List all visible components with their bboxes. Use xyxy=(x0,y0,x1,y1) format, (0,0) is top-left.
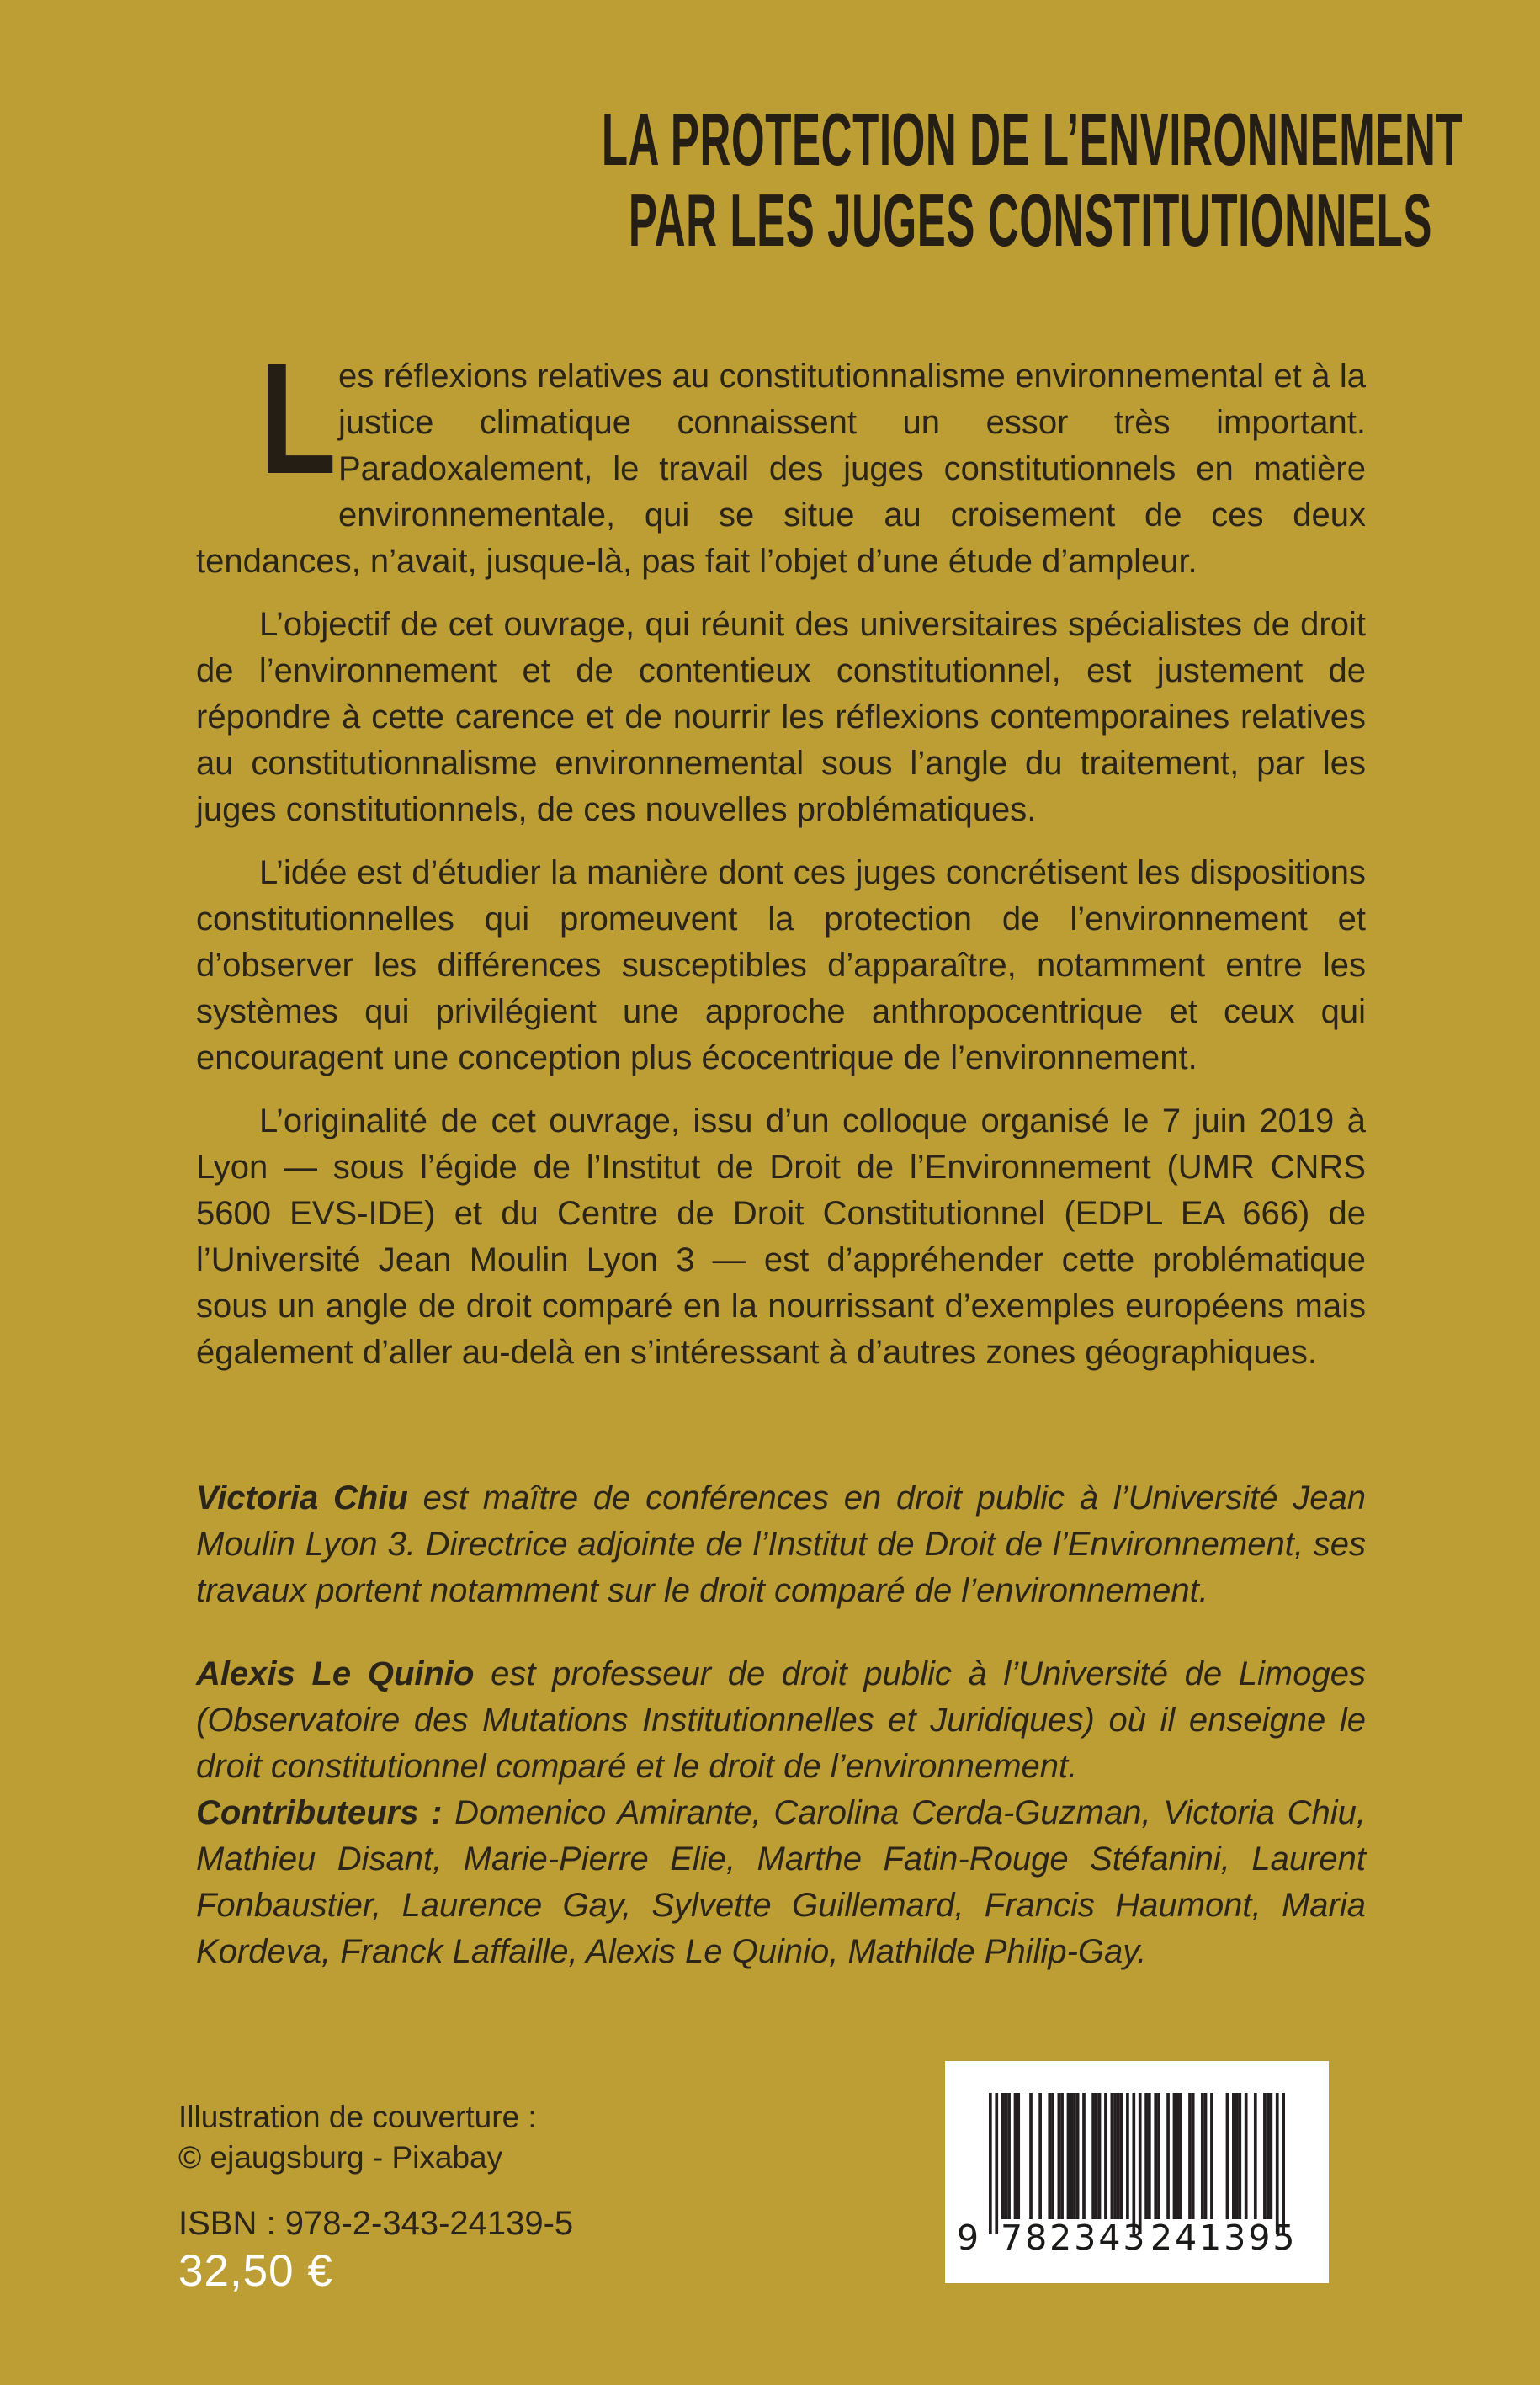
book-title-line-1: LA PROTECTION DE L’ENVIRONNEMENT xyxy=(601,98,1463,181)
illustration-credit-line-1: Illustration de couverture : xyxy=(178,2100,537,2134)
barcode-digit-group-1: 782343 xyxy=(1001,2218,1148,2258)
isbn: ISBN : 978-2-343-24139-5 xyxy=(178,2205,574,2242)
author-name: Victoria Chiu xyxy=(196,1479,408,1517)
barcode xyxy=(945,2061,1329,2283)
barcode-digit-group-2: 241395 xyxy=(1150,2218,1298,2258)
barcode-digit-first: 9 xyxy=(957,2218,982,2258)
contributors xyxy=(196,1790,1366,1975)
contributors-names: Domenico Amirante, Carolina Cerda-Guzman, Victoria Chiu, Mathieu Disant, Marie-Pierre Elie, Marthe Fatin-Rouge Stéfanini, Laurent Fonbaustier, Laurence Gay, Sylvette Guillemard, Francis Haumont, Maria Kordeva, Franck Laffaille, Alexis Le Quinio, Mathilde Philip-Gay. xyxy=(196,1794,1367,1970)
book-title-line-2: PAR LES JUGES CONSTITUTIONNELS xyxy=(628,178,1432,262)
author-bios xyxy=(196,1475,1366,1790)
price: 32,50 € xyxy=(178,2246,333,2296)
barcode-digits xyxy=(945,2218,1329,2260)
contributors-label: Contributeurs : xyxy=(196,1794,443,1831)
back-cover-text xyxy=(196,330,1367,1975)
author-bio: Victoria Chiu est maître de conférences en droit public à l’Université Jean Moulin Lyon 3. Directrice adjointe de l’Institut de Droit de l’Environnement, ses travaux portent notamment sur le droit comparé de l’environnement. xyxy=(196,1479,1366,1609)
synopsis xyxy=(196,330,1366,1376)
book-title xyxy=(0,98,1463,262)
synopsis-paragraph: L’idée est d’étudier la manière dont ces juges concrétisent les dispositions constitutionnelles qui promeuvent la protection de l’environnement et d’observer les différences susceptibles d’apparaître, notamment entre les systèmes qui privilégient une approche anthropocentrique et ceux qui encouragent une conception plus écocentrique de l’environnement. xyxy=(196,854,1366,1076)
barcode-bars xyxy=(989,2093,1285,2234)
synopsis-paragraph: L’objectif de cet ouvrage, qui réunit des universitaires spécialistes de droit de l’environnement et de contentieux constitutionnel, est justement de répondre à cette carence et de nourrir les réflexions contemporaines relatives au constitutionnalisme environnemental sous l’angle du traitement, par les juges constitutionnels, de ces nouvelles problématiques. xyxy=(196,606,1366,828)
illustration-credit-line-2: © ejaugsburg - Pixabay xyxy=(178,2140,503,2175)
author-bio: Alexis Le Quinio est professeur de droit public à l’Université de Limoges (Observatoire des Mutations Institutionnelles et Juridiques) où il enseigne le droit constitutionnel comparé et le droit de l’environnement. xyxy=(196,1655,1366,1785)
drop-cap: L xyxy=(259,330,337,507)
synopsis-paragraph: L’originalité de cet ouvrage, issu d’un colloque organisé le 7 juin 2019 à Lyon — sous l’égide de l’Institut de Droit de l’Environnement (UMR CNRS 5600 EVS-IDE) et du Centre de Droit Constitutionnel (EDPL EA 666) de l’Université Jean Moulin Lyon 3 — est d’appréhender cette problématique sous un angle de droit comparé en la nourrissant d’exemples européens mais également d’aller au-delà en s’intéressant à d’autres zones géographiques. xyxy=(196,1102,1366,1371)
illustration-credit xyxy=(178,2097,537,2178)
synopsis-paragraph: Les réflexions relatives au constitutionnalisme environnemental et à la justice climatique connaissent un essor très important. Paradoxalement, le travail des juges constitutionnels en matière environnementale, qui se situe au croisement de ces deux tendances, n’avait, jusque-là, pas fait l’objet d’une étude d’ampleur. xyxy=(196,330,1366,580)
author-name: Alexis Le Quinio xyxy=(196,1655,475,1692)
